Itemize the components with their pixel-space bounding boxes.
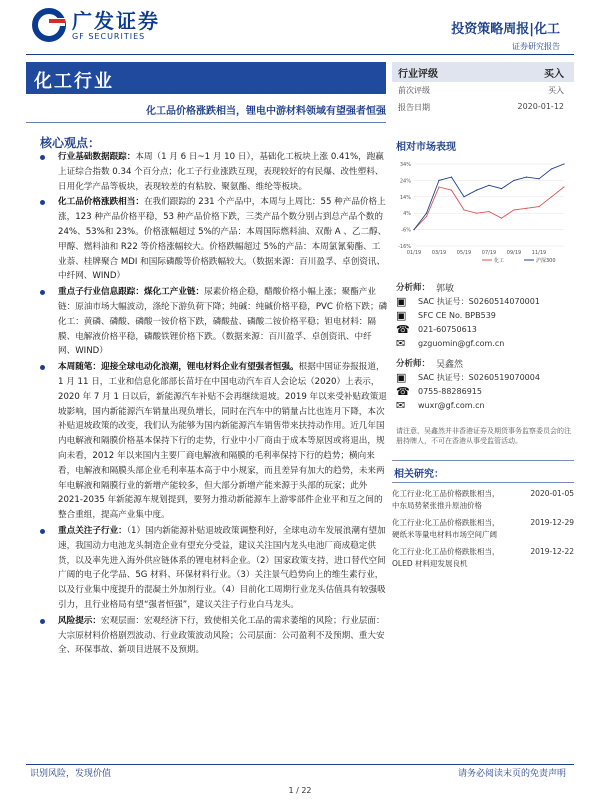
report-date-label: 报告日期 [398, 103, 430, 112]
logo [32, 8, 160, 42]
x-tick-label: 09/19 [506, 250, 522, 256]
data-point [476, 213, 477, 214]
related-item-title: 化工行业:化工品价格跌胀相当， [392, 547, 500, 556]
analyst-name: 吴鑫然 [436, 359, 464, 370]
bullet-head: 重点关注子行业： [58, 525, 127, 536]
compliance-note: 请注意，吴鑫然并非香港证券及期货事务监察委员会的注册持牌人，不可在香港从事受监管活动。 [396, 427, 571, 445]
y-tick-label: 4% [403, 211, 411, 218]
bullet-item [34, 614, 388, 658]
related-item-title: 化工行业:化工品价格跌胀相当， [392, 489, 500, 498]
data-point [413, 229, 414, 230]
analyst-phone: 0755-88286915 [418, 386, 482, 396]
logo-en-text: GF SECURITIES [72, 31, 146, 41]
related-item-subtitle: 硬纸米等量电材料市场空间广阔 [392, 530, 497, 539]
data-point [488, 185, 489, 186]
bullet-item [34, 360, 388, 523]
bullet-head: 重点子行业信息跟踪：煤化工产业链： [58, 287, 205, 298]
bullet-text: 根据中国证券报报道，1 月 11 日，工业和信息化部部长苗圩在中国电动汽车百人会论坛（2020）上表示，2020 年 7 月 1 日以后，新能源汽车补贴不会再继续退坡。2019 年以来受补贴政策退坡影响，国内新能源汽车销量出现负增长，同时在汽车中的销量占比也连月下降，本次补贴退坡政策的改变，我们认为能够为国内新能源汽车销售带来扶持动作用。近几年国内电解液和隔膜价格基本保持下行的走势，行业中小厂商由于成本等原因或将退出，规向未看，2012 年以来国内主要厂商电解液和隔膜的毛利率保持下行的趋势；横向来看，电解液和隔膜头部企业毛利率基本高于中小规家，而且差异有加大的趋势，未来两年电解液和隔膜行业的新增产能较多，但大部分新增产能来源于头部的玩家；此外 2021-2035 年新能源车规划提到，要努力推动新能源车上游零部件企业平和互之间的整合重组，提高产业集中度。 [58, 362, 387, 521]
series-line-0 [414, 187, 564, 230]
related-item-date: 2019-12-22 [530, 547, 574, 556]
rating-label: 行业评级 [398, 68, 438, 80]
analyst-label: 分析师： [396, 359, 431, 369]
id-card-icon: ▣ [396, 294, 407, 308]
prev-rating-value: 买入 [548, 86, 564, 95]
bullet-text: 本周（1 月 6 日~1 月 10 日），基础化工板块上涨 0.41%，跑赢上证综合指数 0.34 个百分点；化工子行业涨跌互现，表现较好的有民爆、改性塑料、日用化学产品等板块，表现较差的有粘胶、聚氨酯、维纶等板块。 [58, 152, 384, 192]
related-item-date: 2020-01-05 [530, 489, 574, 498]
x-tick-label: 07/19 [481, 250, 497, 256]
data-point [526, 208, 527, 209]
footer-disclaimer: 请务必阅读末页的免责声明 [457, 769, 566, 779]
data-point [438, 186, 439, 187]
data-point [526, 177, 527, 178]
report-subtitle: 化工品价格涨跌相当，锂电中游材料领域有望强者恒强 [146, 106, 386, 117]
data-point [501, 188, 502, 189]
email-icon: ✉ [396, 336, 406, 350]
data-point [563, 163, 564, 164]
y-tick-label: 14% [399, 194, 411, 201]
subtitle-divider [26, 122, 386, 123]
prev-rating-label: 前次评级 [398, 86, 430, 95]
header [0, 0, 600, 60]
email-icon: ✉ [396, 398, 406, 412]
bullet-item [34, 285, 388, 359]
bullet-item [34, 195, 388, 284]
page-number: 1 / 22 [288, 786, 312, 795]
company-logo-icon [32, 8, 66, 42]
x-tick-label: 11/19 [531, 250, 547, 256]
analyst-email[interactable]: gzguomin@gf.com.cn [418, 338, 505, 348]
bullet-item [34, 150, 388, 194]
data-point [551, 196, 552, 197]
core-views-title: 核心观点： [40, 136, 101, 150]
data-point [463, 209, 464, 210]
data-point [513, 180, 514, 181]
x-tick-label: 01/19 [406, 250, 422, 256]
bullet-text: （1）国内新能源补贴退坡政策调整利好，全球电动车发展浪潮有望加速，我国动力电池龙头制造企业有望充分受益，建议关注国内龙头电池厂商成稳定供货，以及率先进入海外供应链体系的锂电材料企业。（2）国家政策支持，进口替代空间广阔的电子化学品、5G 材料、环保材料行业。（3）关注景气趋势向上的维生素行业，以及行业集中度提升的混凝土外加剂行业。（4）目前化工周期行业龙头估值具有较强吸引力，且行业格局有望“强者恒强”，建议关注子行业白马龙头。 [58, 525, 386, 610]
bullet-head: 本周随笔：迎接全球电动化浪潮，锂电材料企业有望强者恒强。 [58, 362, 299, 373]
footer-divider [26, 764, 574, 765]
bullet-head: 行业基础数据跟踪： [58, 152, 136, 162]
related-item-subtitle: OLED 材料迎发展良机 [392, 559, 468, 568]
bullet-item [34, 524, 388, 613]
x-tick-label: 05/19 [456, 250, 472, 256]
data-point [426, 216, 427, 217]
data-point [513, 209, 514, 210]
analyst-name: 郭敏 [436, 283, 455, 294]
y-tick-label: 24% [399, 178, 411, 185]
related-item[interactable] [392, 517, 574, 541]
related-item[interactable] [392, 488, 574, 512]
report-type-title: 投资策略周报|化工 [451, 22, 560, 37]
bullet-text: 宏观层面：宏观经济下行，致使相关化工品的需求萎缩的风险；行业层面：大宗原材料价格剧烈波动、行业政策波动风险；公司层面：公司盈利不及预期、重大安全、环保事故、新项目进展不及预期。 [58, 615, 385, 656]
data-point [563, 186, 564, 187]
analyst-email[interactable]: wuxr@gf.com.cn [418, 400, 485, 410]
related-item[interactable] [392, 546, 574, 570]
data-point [538, 178, 539, 179]
id-card-icon: ▣ [396, 308, 407, 322]
data-point [488, 211, 489, 212]
core-views-list [34, 150, 388, 659]
id-card-icon: ▣ [396, 370, 407, 384]
bullet-text: 在我们跟踪的 231 个产品中，本周与上周比：55 种产品价格上涨，123 种产品价格平稳，53 种产品价格下跌，三类产品个数分别占到总产品个数的 24%、53%和 23%。价格涨幅超过 5%的产品：本周国际燃料油、双酚 A 、乙二醇、甲醇、燃料油和 R22 等价格涨幅较大。价格跌幅超过 5%的产品：本周氯氰菊酯、工业萘、桂牌聚合 MDI 和国际磷酸等价格跌幅较大。（数据来源：百川盈孚、卓创资讯、中纤网、WIND） [58, 197, 387, 282]
related-title: 相关研究： [392, 460, 574, 483]
analyst-label: 分析师： [396, 283, 431, 293]
data-point [438, 180, 439, 181]
phone-icon: ☎ [396, 322, 410, 336]
data-point [451, 177, 452, 178]
analyst-sac: SAC 执证号：S0260514070001 [418, 296, 540, 306]
header-divider [26, 54, 574, 55]
data-point [463, 196, 464, 197]
data-point [538, 206, 539, 207]
legend-label: 沪深300 [536, 258, 556, 264]
analysts-block [396, 280, 576, 412]
y-tick-label: -6% [401, 227, 411, 234]
bullet-head: 化工品价格涨跌相当： [58, 197, 144, 208]
bullet-text: 尿素价格企稳，醋酸价格小幅上涨；聚酯产业链：原油市场大幅波动，涤纶下游负荷下降；纯碱：纯碱价格平稳，PVC 价格下跌；磷化工：黄磷、磷酸、磷酸一铵价格下跌，磷酸盐、磷酸二铵价格平稳；钽电材料：隔膜、电解液价格平稳，磷酸铁锂价格下跌。（数据来源：百川盈孚、卓创资讯、中纤网、WIND） [58, 287, 388, 357]
data-point [551, 168, 552, 169]
y-tick-label: -16% [398, 244, 411, 250]
related-item-subtitle: 中东局势紧张推升原油价格 [392, 501, 482, 510]
data-point [451, 190, 452, 191]
report-category: 证券研究报告 [512, 42, 560, 51]
bullet-head: 风险提示： [58, 615, 101, 626]
phone-icon: ☎ [396, 384, 410, 398]
data-point [476, 190, 477, 191]
perf-chart-title: 相对市场表现 [396, 142, 456, 153]
analyst-sfc: SFC CE No. BPB539 [418, 310, 496, 320]
rating-box [392, 62, 574, 116]
related-research [392, 460, 574, 570]
industry-banner [26, 62, 386, 94]
related-item-title: 化工行业:化工品价格跌胀相当， [392, 518, 500, 527]
analyst-sac: SAC 执证号：S0260519070004 [418, 372, 540, 382]
industry-title: 化工行业 [34, 71, 114, 92]
rating-value: 买入 [544, 68, 564, 80]
legend-label: 化工 [494, 258, 505, 264]
report-date-value: 2020-01-12 [517, 102, 564, 111]
related-item-date: 2019-12-29 [530, 518, 574, 527]
footer-slogan: 识别风险，发现价值 [30, 769, 112, 779]
data-point [501, 218, 502, 219]
relative-performance-chart [392, 156, 572, 266]
logo-cn-text: 广发证券 [72, 8, 160, 33]
y-tick-label: 34% [399, 162, 411, 168]
analyst-phone: 021-60750613 [418, 324, 477, 334]
data-point [426, 213, 427, 214]
x-tick-label: 03/19 [431, 250, 447, 256]
